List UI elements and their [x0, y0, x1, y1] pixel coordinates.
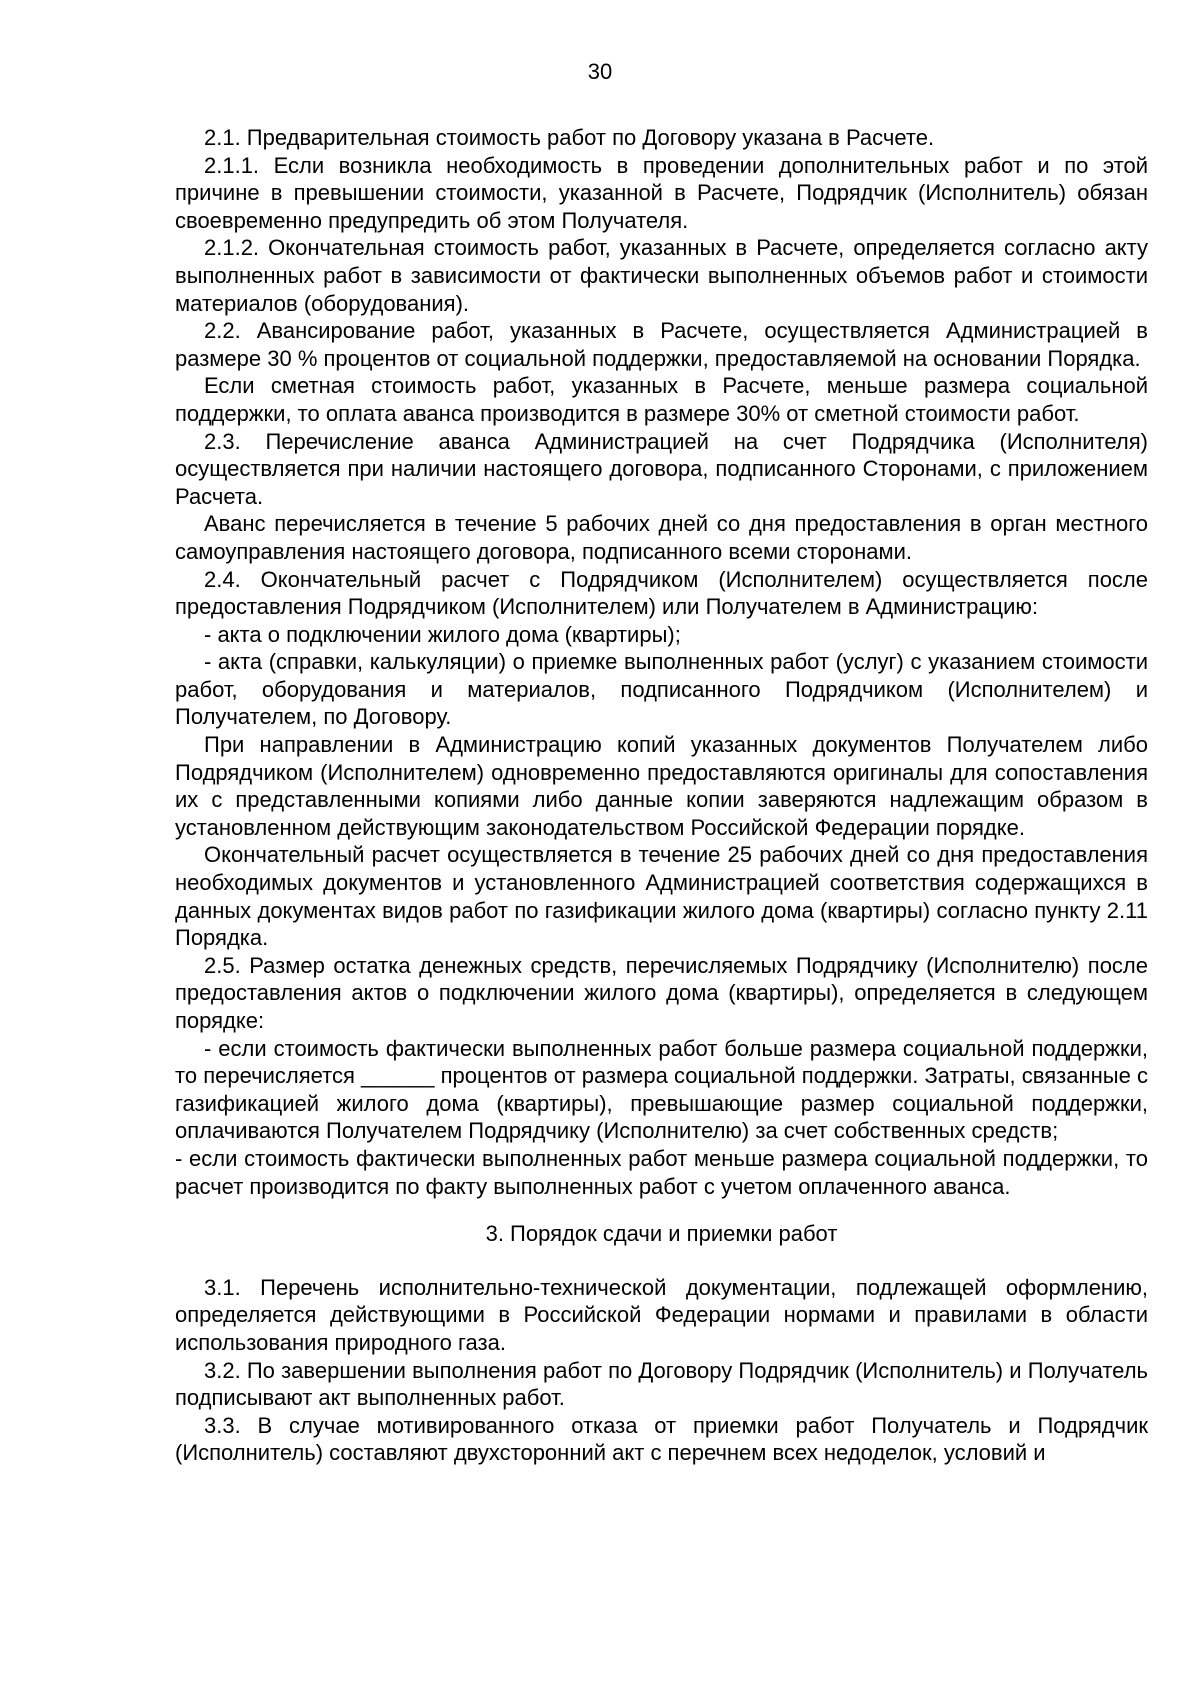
document-body [175, 124, 1148, 1467]
clause-2-3: 2.3. Перечисление аванса Администрацией на счет Подрядчика (Исполнителя) осуществляется при наличии настоящего договора, подписанного Сторонами, с приложением Расчета. [175, 428, 1148, 509]
clause-2-2: 2.2. Авансирование работ, указанных в Расчете, осуществляется Администрацией в размере 30 % процентов от социальной поддержки, предоставляемой на основании Порядка. [175, 318, 1148, 371]
clause-2-1-2: 2.1.2. Окончательная стоимость работ, указанных в Расчете, определяется согласно акту выполненных работ в зависимости от фактически выполненных объемов работ и стоимости материалов (оборудования). [175, 235, 1148, 316]
clause-3-3: 3.3. В случае мотивированного отказа от приемки работ Получатель и Подрядчик (Исполнитель) составляют двухсторонний акт с перечнем всех недоделок, условий и [175, 1412, 1148, 1466]
clause-3-1: 3.1. Перечень исполнительно-технической документации, подлежащей оформлению, определяется действующими в Российской Федерации нормами и правилами в области использования природного газа. [175, 1274, 1148, 1355]
clause-2-4-final: Окончательный расчет осуществляется в течение 25 рабочих дней со дня предоставления необходимых документов и установленного Администрацией соответствия содержащихся в данных документах видов работ по газификации жилого дома (квартиры) согласно пункту 2.11 Порядка. [175, 842, 1148, 951]
clause-2-1-1: 2.1.1. Если возникла необходимость в проведении дополнительных работ и по этой причине в превышении стоимости, указанной в Расчете, Подрядчик (Исполнитель) обязан своевременно предупредить об этом Получателя. [175, 152, 1148, 233]
clause-2-4: 2.4. Окончательный расчет с Подрядчиком (Исполнителем) осуществляется после предоставления Подрядчиком (Исполнителем) или Получателем в Администрацию: [175, 566, 1148, 620]
clause-2-4-copies: При направлении в Администрацию копий указанных документов Получателем либо Подрядчиком (Исполнителем) одновременно предоставляются оригиналы для сопоставления их с представленными копиями либо данные копии заверяются надлежащим образом в установленном действующим законодательством Российской Федерации порядке. [175, 732, 1148, 840]
clause-3-2: 3.2. По завершении выполнения работ по Договору Подрядчик (Исполнитель) и Получатель подписывают акт выполненных работ. [175, 1357, 1148, 1411]
section-3-heading: 3. Порядок сдачи и приемки работ [485, 1221, 838, 1247]
page-number: 30 [587, 59, 613, 84]
clause-2-4-item-1: - акта о подключении жилого дома (квартиры); [204, 621, 681, 647]
clause-2-4-item-2: - акта (справки, калькуляции) о приемке выполненных работ (услуг) с указанием стоимости работ, оборудования и материалов, подписанного Подрядчиком (Исполнителем) и Получателем, по Договору. [175, 649, 1148, 730]
clause-2-5-item-2: - если стоимость фактически выполненных работ меньше размера социальной поддержки, то расчет производится по факту выполненных работ с учетом оплаченного аванса. [175, 1145, 1148, 1199]
clause-2-5: 2.5. Размер остатка денежных средств, перечисляемых Подрядчику (Исполнителю) после предоставления актов о подключении жилого дома (квартиры), определяется в следующем порядке: [175, 952, 1148, 1033]
clause-2-5-item-1: - если стоимость фактически выполненных работ больше размера социальной поддержки, то перечисляется ______ процентов от размера социальной поддержки. Затраты, связанные с газификацией жилого дома (квартиры), превышающие размер социальной поддержки, оплачиваются Получателем Подрядчику (Исполнителю) за счет собственных средств; [175, 1035, 1148, 1144]
clause-2-1: 2.1. Предварительная стоимость работ по Договору указана в Расчете. [204, 125, 935, 150]
clause-2-2-note: Если сметная стоимость работ, указанных в Расчете, меньше размера социальной поддержки, то оплата аванса производится в размере 30% от сметной стоимости работ. [175, 373, 1148, 426]
clause-2-3-note: Аванс перечисляется в течение 5 рабочих дней со дня предоставления в орган местного самоуправления настоящего договора, подписанного всеми сторонами. [175, 511, 1148, 564]
